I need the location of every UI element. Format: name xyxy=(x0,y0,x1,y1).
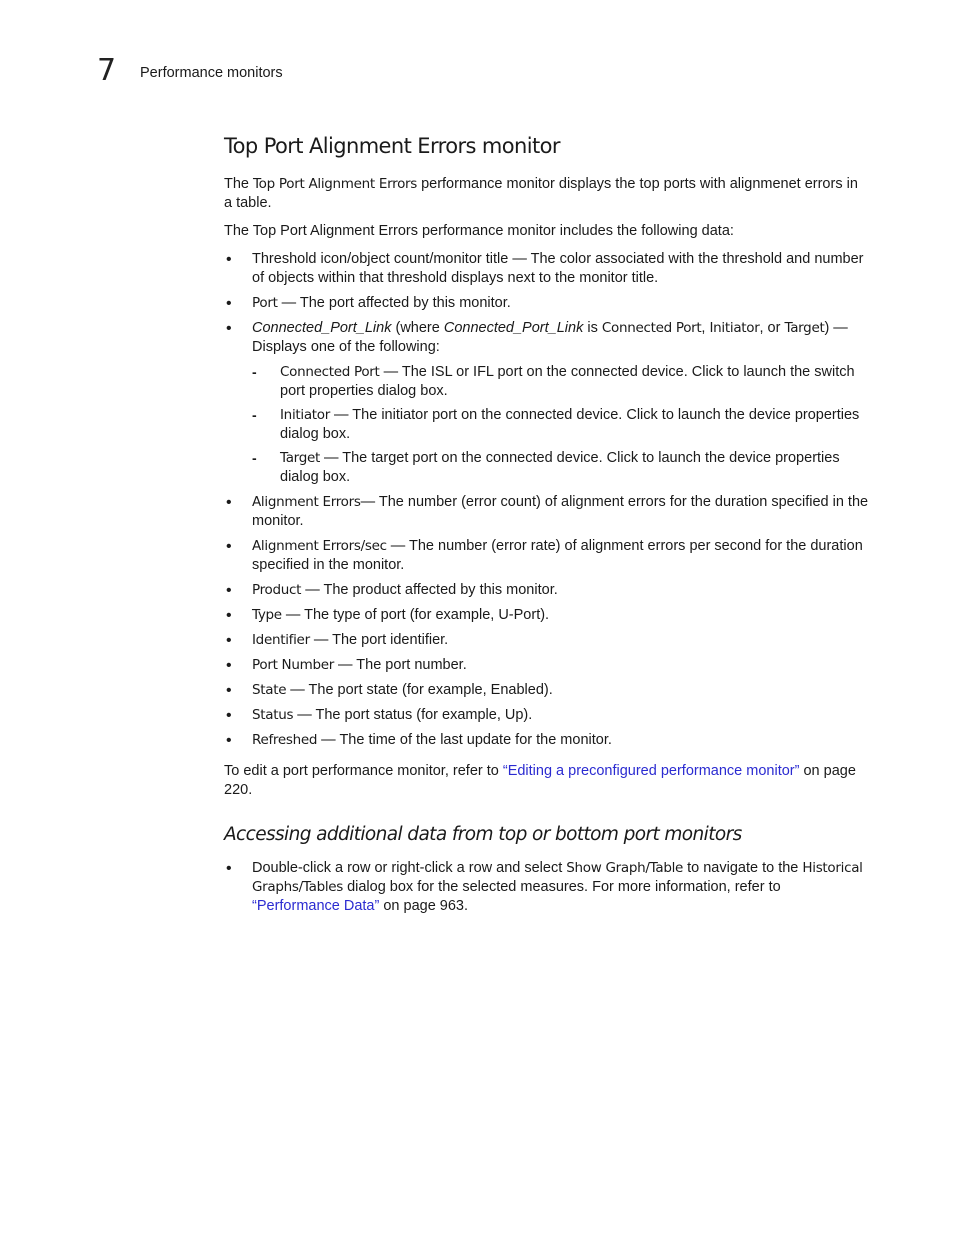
term: Alignment Errors xyxy=(252,494,361,510)
list-item-alignment-errors-sec xyxy=(224,537,869,575)
text: — The ISL or IFL port on the connected device. Click to launch the switch port properties dialog box. xyxy=(280,364,855,399)
text: — The initiator port on the connected device. Click to launch the device properties dialog box. xyxy=(280,407,860,442)
list-item-identifier xyxy=(224,631,869,650)
text: — The port affected by this monitor. xyxy=(277,295,511,311)
list-item-product xyxy=(224,581,869,600)
term: Port Number xyxy=(252,657,334,673)
includes-paragraph: The Top Port Alignment Errors performance monitor includes the following data: xyxy=(224,223,734,239)
sub-item-connected-port xyxy=(252,363,869,401)
text: (where xyxy=(391,320,444,336)
term: State xyxy=(252,682,287,698)
text: — The port identifier. xyxy=(309,632,449,648)
list-item-port-number xyxy=(224,656,869,675)
text: — The time of the last update for the monitor. xyxy=(317,732,612,748)
chapter-title: Performance monitors xyxy=(140,65,283,81)
term: Identifier xyxy=(252,632,310,648)
list-item-access xyxy=(224,859,869,916)
term: Initiator xyxy=(709,320,760,336)
data-list xyxy=(224,250,869,750)
edit-note xyxy=(224,762,869,800)
term: Target xyxy=(784,320,825,336)
text: ) — Displays one of the following: xyxy=(252,320,848,355)
text: to navigate to the xyxy=(683,860,803,876)
sub-item-target xyxy=(252,449,869,487)
list-item-status xyxy=(224,706,869,725)
text: , or xyxy=(759,320,785,336)
list-item-refreshed xyxy=(224,731,869,750)
list-item-state xyxy=(224,681,869,700)
text: — The port status (for example, Up). xyxy=(293,707,533,723)
sub-item-initiator xyxy=(252,406,869,444)
section-title: Top Port Alignment Errors monitor xyxy=(224,134,560,158)
term: Connected Port xyxy=(601,320,702,336)
text: , xyxy=(701,320,710,336)
performance-data-link[interactable]: “Performance Data” xyxy=(252,898,380,914)
list-item-type xyxy=(224,606,869,625)
chapter-number: 7 xyxy=(97,53,117,88)
term: Product xyxy=(252,582,302,598)
term: Historical Graphs/Tables xyxy=(252,860,863,895)
term: Top Port Alignment Errors xyxy=(253,176,418,192)
access-list xyxy=(224,859,869,916)
term: Target xyxy=(280,450,320,466)
term: Status xyxy=(252,707,294,723)
term: Connected Port xyxy=(280,364,380,380)
sub-list xyxy=(252,363,869,487)
text: — The port state (for example, Enabled). xyxy=(286,682,553,698)
text: Double-click a row or right-click a row and select xyxy=(252,860,567,876)
page-content xyxy=(224,131,869,922)
text: — The target port on the connected device. Click to launch the device properties dialog box. xyxy=(280,450,840,485)
list-item-connected-port-link xyxy=(224,319,869,487)
subsection-title: Accessing additional data from top or bottom port monitors xyxy=(224,824,742,845)
text: — The number (error count) of alignment errors for the duration specified in the monitor. xyxy=(252,494,869,529)
text: — The type of port (for example, U-Port). xyxy=(281,607,550,623)
term: Refreshed xyxy=(252,732,318,748)
text: — The number (error rate) of alignment errors per second for the duration specified in the monitor. xyxy=(252,538,863,573)
list-item-alignment-errors xyxy=(224,493,869,531)
text: — The port number. xyxy=(334,657,467,673)
text: dialog box for the selected measures. For more information, refer to xyxy=(343,879,781,895)
text: To edit a port performance monitor, refer to xyxy=(224,763,503,779)
text: performance monitor displays the top ports with alignmenet errors in a table. xyxy=(224,176,858,211)
text: is xyxy=(583,320,602,336)
list-item-port xyxy=(224,294,869,313)
term: Show Graph/Table xyxy=(566,860,684,876)
term: Alignment Errors/sec xyxy=(252,538,387,554)
text: on page 220. xyxy=(224,763,856,798)
term-italic: Connected_Port_Link xyxy=(443,320,584,336)
term: Type xyxy=(252,607,282,623)
editing-monitor-link[interactable]: “Editing a preconfigured performance monitor” xyxy=(502,763,800,779)
term: Port xyxy=(252,295,278,311)
intro-paragraph xyxy=(224,175,869,213)
term: Initiator xyxy=(280,407,331,423)
text: The xyxy=(224,176,254,192)
text: — The product affected by this monitor. xyxy=(301,582,558,598)
list-item-threshold: • Threshold icon/object count/monitor title — The color associated with the threshold and number of objects within that threshold displays next to the monitor title. xyxy=(224,250,869,288)
text: on page 963. xyxy=(379,898,469,914)
term-italic: Connected_Port_Link xyxy=(252,320,392,336)
